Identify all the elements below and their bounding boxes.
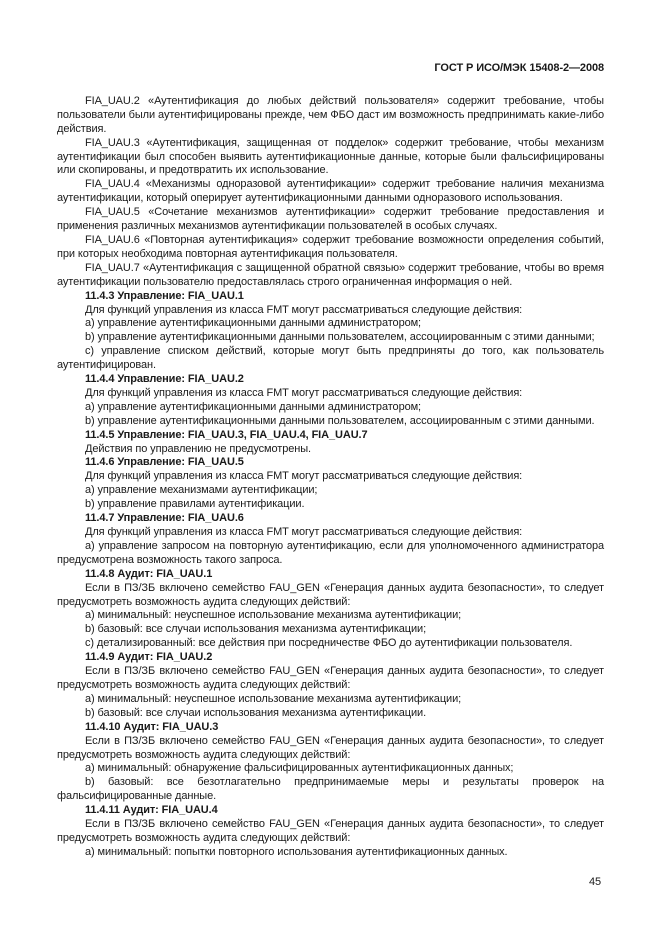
paragraph: a) управление аутентификационными данными администратором; (85, 317, 422, 330)
paragraph: b) управление аутентификационными данными пользователем, ассоциированным с этими данными. (85, 414, 595, 427)
document-body (57, 95, 604, 860)
paragraph: a) управление механизмами аутентификации; (85, 484, 318, 497)
section-heading: 11.4.11 Аудит: FIA_UAU.4 (85, 804, 218, 817)
paragraph: Если в ПЗ/ЗБ включено семейство FAU_GEN «Генерация данных аудита безопасности», то следует предусмотреть возможность аудита следующих действий: (57, 818, 604, 844)
paragraph: Если в ПЗ/ЗБ включено семейство FAU_GEN «Генерация данных аудита безопасности», то следует предусмотреть возможность аудита следующих действий: (57, 665, 604, 691)
paragraph: FIA_UAU.3 «Аутентификация, защищенная от подделок» содержит требование, чтобы механизм аутентификации был способен выявить аутентификационные данные, которые были фальсифицированы или скопированы, и предотвратить их использование. (57, 136, 604, 177)
paragraph: Если в ПЗ/ЗБ включено семейство FAU_GEN «Генерация данных аудита безопасности», то следует предусмотреть возможность аудита следующих действий: (57, 734, 604, 761)
paragraph: b) управление правилами аутентификации. (85, 498, 305, 511)
paragraph: b) базовый: все безотлагательно предпринимаемые меры и результаты проверок на фальсифицированные данные. (57, 776, 604, 803)
paragraph: a) минимальный: обнаружение фальсифицированных аутентификационных данных; (85, 762, 514, 775)
section-heading: 11.4.6 Управление: FIA_UAU.5 (85, 456, 244, 469)
page-number: 45 (588, 876, 601, 889)
paragraph: a) управление аутентификационными данными администратором; (85, 400, 422, 413)
section-heading: 11.4.7 Управление: FIA_UAU.6 (85, 512, 244, 525)
paragraph: a) минимальный: неуспешное использование механизма аутентификации; (85, 692, 462, 705)
paragraph: Действия по управлению не предусмотрены. (85, 442, 311, 455)
section-heading: 11.4.5 Управление: FIA_UAU.3, FIA_UAU.4, FIA_UAU.7 (85, 428, 368, 441)
paragraph: Для функций управления из класса FMT могут рассматриваться следующие действия: (85, 303, 523, 316)
section-heading: 11.4.3 Управление: FIA_UAU.1 (85, 289, 244, 302)
paragraph: Для функций управления из класса FMT могут рассматриваться следующие действия: (85, 526, 523, 538)
paragraph: Для функций управления из класса FMT могут рассматриваться следующие действия: (85, 386, 523, 399)
paragraph: b) базовый: все случаи использования механизма аутентификации. (85, 706, 427, 719)
document-header: ГОСТ Р ИСО/МЭК 15408-2—2008 (434, 62, 604, 74)
paragraph: c) детализированный: все действия при посредничестве ФБО до аутентификации пользователя. (85, 637, 573, 650)
section-heading: 11.4.9 Аудит: FIA_UAU.2 (85, 651, 213, 664)
paragraph: FIA_UAU.5 «Сочетание механизмов аутентификации» содержит требование предоставления и применения различных механизмов аутентификации пользователей в особых случаях. (57, 206, 604, 233)
section-heading: 11.4.8 Аудит: FIA_UAU.1 (85, 567, 213, 580)
paragraph: a) минимальный: неуспешное использование механизма аутентификации; (85, 609, 462, 622)
paragraph: FIA_UAU.7 «Аутентификация с защищенной обратной связью» содержит требование, чтобы во время аутентификации пользователю предоставлялась строго ограниченная информация о ней. (57, 261, 604, 288)
paragraph: FIA_UAU.4 «Механизмы одноразовой аутентификации» содержит требование наличия механизма аутентификации, который оперирует аутентификационными данными одноразового использования. (57, 178, 604, 205)
section-heading: 11.4.10 Аудит: FIA_UAU.3 (85, 720, 219, 733)
paragraph: Если в ПЗ/ЗБ включено семейство FAU_GEN «Генерация данных аудита безопасности», то следует предусмотреть возможность аудита следующих действий: (57, 581, 604, 608)
paragraph: a) управление запросом на повторную аутентификацию, если для уполномоченного администратора предусмотрена возможность такого запроса. (57, 539, 604, 566)
paragraph: FIA_UAU.6 «Повторная аутентификация» содержит требование возможности определения событий, при которых необходима повторная аутентификация пользователя. (57, 233, 604, 260)
paragraph: a) минимальный: попытки повторного использования аутентификационных данных. (85, 845, 508, 858)
paragraph: c) управление списком действий, которые могут быть предприняты до того, как пользователь аутентифицирован. (57, 345, 604, 372)
paragraph: FIA_UAU.2 «Аутентификация до любых действий пользователя» содержит требование, чтобы пользователи были аутентифицированы прежде, чем ФБО даст им возможность предпринимать какие-либо действия. (57, 94, 604, 135)
paragraph: b) управление аутентификационными данными пользователем, ассоциированным с этими данными; (85, 331, 595, 344)
paragraph: b) базовый: все случаи использования механизма аутентификации; (85, 623, 427, 636)
section-heading: 11.4.4 Управление: FIA_UAU.2 (85, 373, 244, 386)
paragraph: Для функций управления из класса FMT могут рассматриваться следующие действия: (85, 470, 523, 483)
